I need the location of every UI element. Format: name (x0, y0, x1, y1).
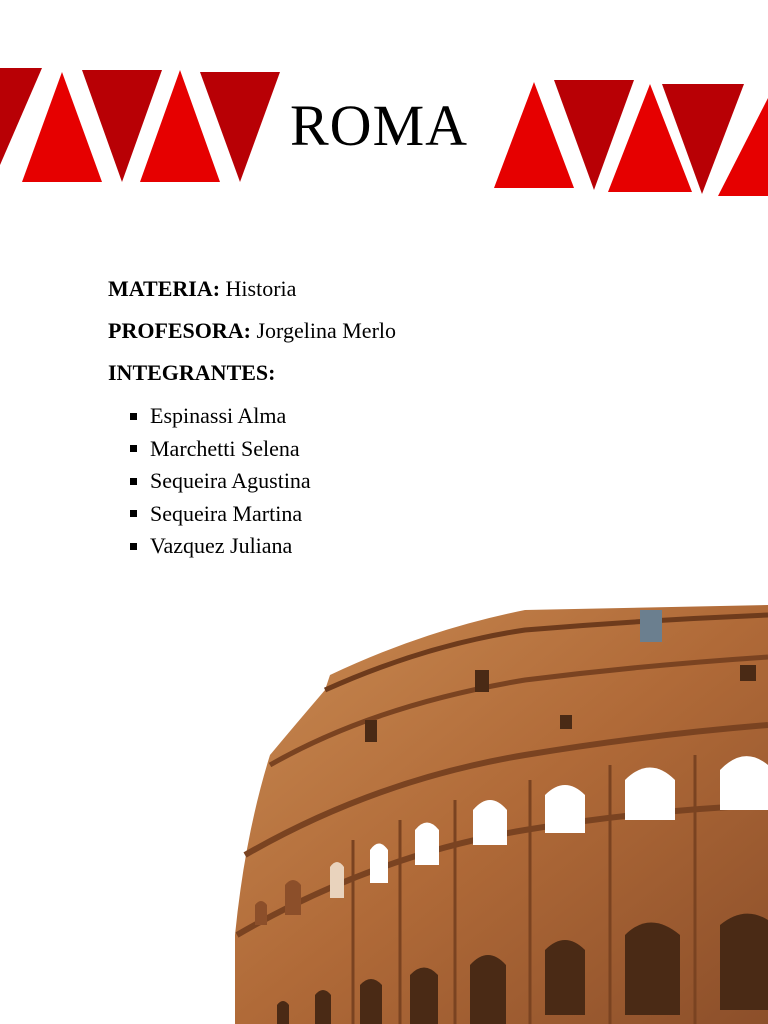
square-bullet-icon (130, 510, 137, 517)
member-name: Vazquez Juliana (150, 533, 293, 559)
subject-row (108, 270, 396, 312)
square-bullet-icon (130, 478, 137, 485)
list-item (130, 498, 311, 531)
page-title: ROMA (290, 93, 469, 158)
members-list (130, 400, 311, 563)
teacher-value: Jorgelina Merlo (256, 318, 397, 343)
square-bullet-icon (130, 543, 137, 550)
list-item (130, 400, 311, 433)
list-item (130, 465, 311, 498)
subject-value: Historia (225, 276, 297, 301)
members-row (108, 354, 396, 396)
decorative-triangles-left (0, 0, 290, 200)
list-item (130, 530, 311, 563)
subject-label: MATERIA: (108, 276, 221, 301)
member-name: Marchetti Selena (150, 435, 300, 461)
decorative-triangles-right (488, 0, 768, 210)
members-label: INTEGRANTES: (108, 360, 276, 385)
colosseum-image (225, 605, 768, 1024)
square-bullet-icon (130, 413, 137, 420)
info-block (108, 270, 396, 396)
list-item (130, 433, 311, 466)
member-name: Espinassi Alma (150, 403, 287, 429)
square-bullet-icon (130, 445, 137, 452)
member-name: Sequeira Martina (150, 500, 303, 526)
teacher-row (108, 312, 396, 354)
teacher-label: PROFESORA: (108, 318, 251, 343)
member-name: Sequeira Agustina (150, 468, 311, 494)
